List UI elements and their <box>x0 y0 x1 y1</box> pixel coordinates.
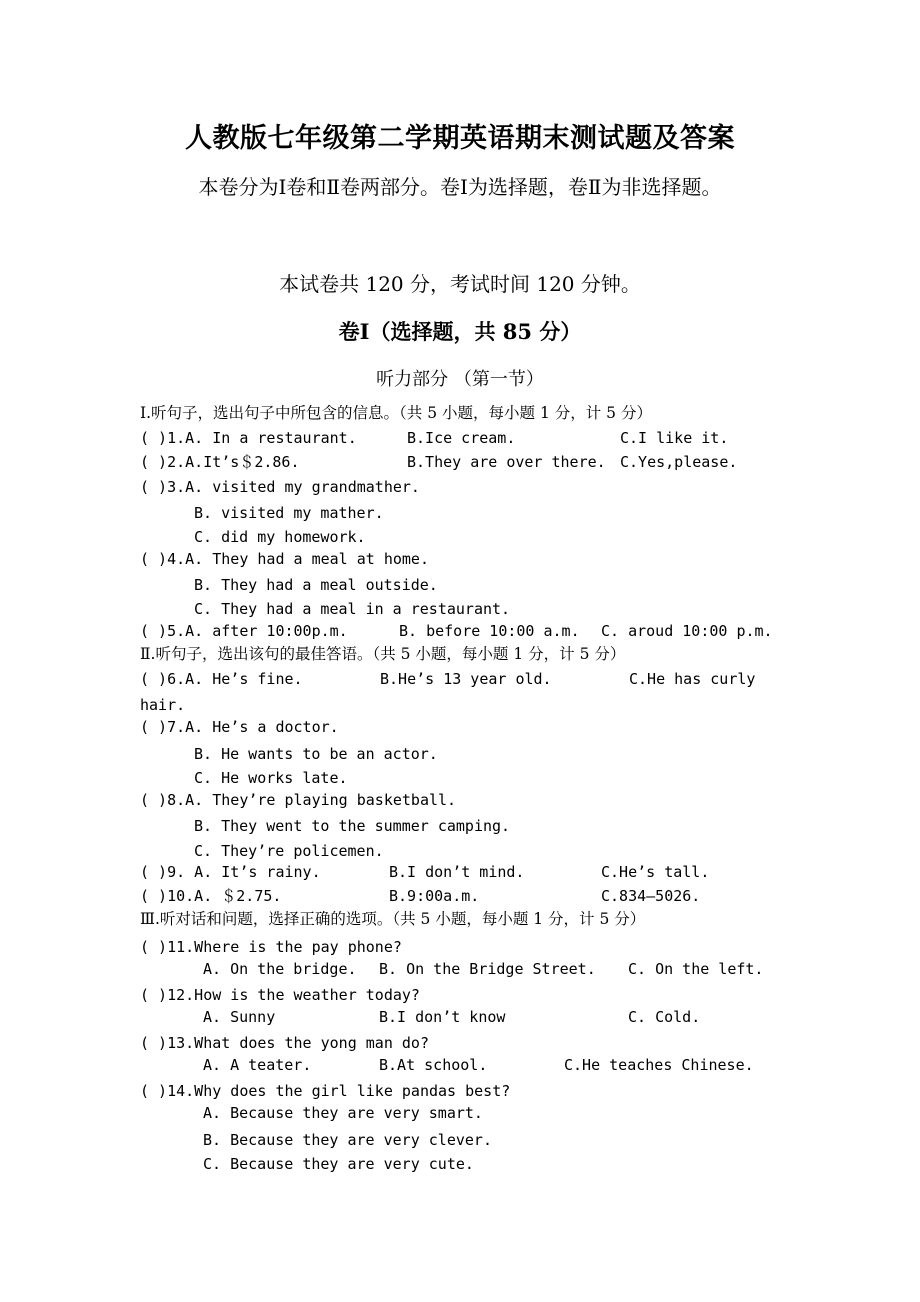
question-1-stem-a: ( )1.A. In a restaurant. <box>140 429 357 447</box>
question-6-stem-a: ( )6.A. He’s fine. <box>140 670 303 688</box>
question-11-option-a: A. On the bridge. <box>203 960 357 978</box>
question-5-option-c: C. aroud 10:00 p.m. <box>601 622 773 640</box>
question-5-stem-a: ( )5.A. after 10:00p.m. <box>140 622 348 640</box>
section-1-header: Ⅰ.听句子，选出句子中所包含的信息。（共 5 小题，每小题 1 分，计 5 分） <box>140 404 652 422</box>
question-13-option-a: A. A teater. <box>203 1056 312 1074</box>
question-3-option-c: C. did my homework. <box>194 528 366 546</box>
question-13-option-c: C.He teaches Chinese. <box>564 1056 754 1074</box>
question-8-option-b: B. They went to the summer camping. <box>194 817 511 835</box>
question-1-option-b: B.Ice cream. <box>407 429 516 447</box>
document-title: 人教版七年级第二学期英语期末测试题及答案 <box>185 123 735 154</box>
question-4-stem-a: ( )4.A. They had a meal at home. <box>140 550 429 568</box>
section-3-header: Ⅲ.听对话和问题，选择正确的选项。（共 5 小题，每小题 1 分，计 5 分） <box>140 910 646 928</box>
question-2-option-c: C.Yes,please. <box>620 453 738 471</box>
question-11-option-b: B. On the Bridge Street. <box>379 960 596 978</box>
question-14-option-b: B. Because they are very clever. <box>203 1131 492 1149</box>
question-9-option-c: C.He’s tall. <box>601 863 710 881</box>
question-12-stem: ( )12.How is the weather today? <box>140 986 420 1004</box>
question-10-stem-a: ( )10.A. ＄2.75. <box>140 887 282 905</box>
volume-heading: 卷Ⅰ（选择题，共 85 分） <box>338 319 582 344</box>
intro-line-1: 本卷分为Ⅰ卷和Ⅱ卷两部分。卷Ⅰ为选择题，卷Ⅱ为非选择题。 <box>198 175 722 199</box>
question-7-option-b: B. He wants to be an actor. <box>194 745 438 763</box>
question-5-option-b: B. before 10:00 a.m. <box>399 622 580 640</box>
question-11-stem: ( )11.Where is the pay phone? <box>140 938 402 956</box>
question-9-option-b: B.I don’t mind. <box>389 863 525 881</box>
section-heading: 听力部分 （第一节） <box>376 369 544 390</box>
question-8-option-c: C. They’re policemen. <box>194 842 384 860</box>
question-12-option-b: B.I don’t know <box>379 1008 506 1026</box>
question-14-option-a: A. Because they are very smart. <box>203 1104 483 1122</box>
question-4-option-b: B. They had a meal outside. <box>194 576 438 594</box>
question-12-option-a: A. Sunny <box>203 1008 276 1026</box>
question-12-option-c: C. Cold. <box>628 1008 701 1026</box>
question-9-stem-a: ( )9. A. It’s rainy. <box>140 863 321 881</box>
question-13-option-b: B.At school. <box>379 1056 488 1074</box>
question-3-option-b: B. visited my mather. <box>194 504 384 522</box>
question-1-option-c: C.I like it. <box>620 429 729 447</box>
question-13-stem: ( )13.What does the yong man do? <box>140 1034 429 1052</box>
question-4-option-c: C. They had a meal in a restaurant. <box>194 600 511 618</box>
section-2-header: Ⅱ.听句子，选出该句的最佳答语。（共 5 小题，每小题 1 分，计 5 分） <box>140 645 626 663</box>
question-11-option-c: C. On the left. <box>628 960 764 978</box>
question-10-option-b: B.9:00a.m. <box>389 887 480 905</box>
question-6-option-b: B.He’s 13 year old. <box>380 670 552 688</box>
question-10-option-c: C.834—5026. <box>601 887 701 905</box>
question-14-option-c: C. Because they are very cute. <box>203 1155 474 1173</box>
question-6-option-c: C.He has curly <box>629 670 756 688</box>
question-8-stem-a: ( )8.A. They’re playing basketball. <box>140 791 457 809</box>
question-2-stem-a: ( )2.A.It’s＄2.86. <box>140 453 300 471</box>
question-14-stem: ( )14.Why does the girl like pandas best? <box>140 1082 511 1100</box>
question-6-option-c-cont: hair. <box>140 696 186 714</box>
intro-line-2: 本试卷共 120 分，考试时间 120 分钟。 <box>279 272 641 296</box>
question-2-option-b: B.They are over there. <box>407 453 606 471</box>
question-7-option-c: C. He works late. <box>194 769 348 787</box>
question-7-stem-a: ( )7.A. He’s a doctor. <box>140 718 339 736</box>
question-3-stem-a: ( )3.A. visited my grandmather. <box>140 478 420 496</box>
